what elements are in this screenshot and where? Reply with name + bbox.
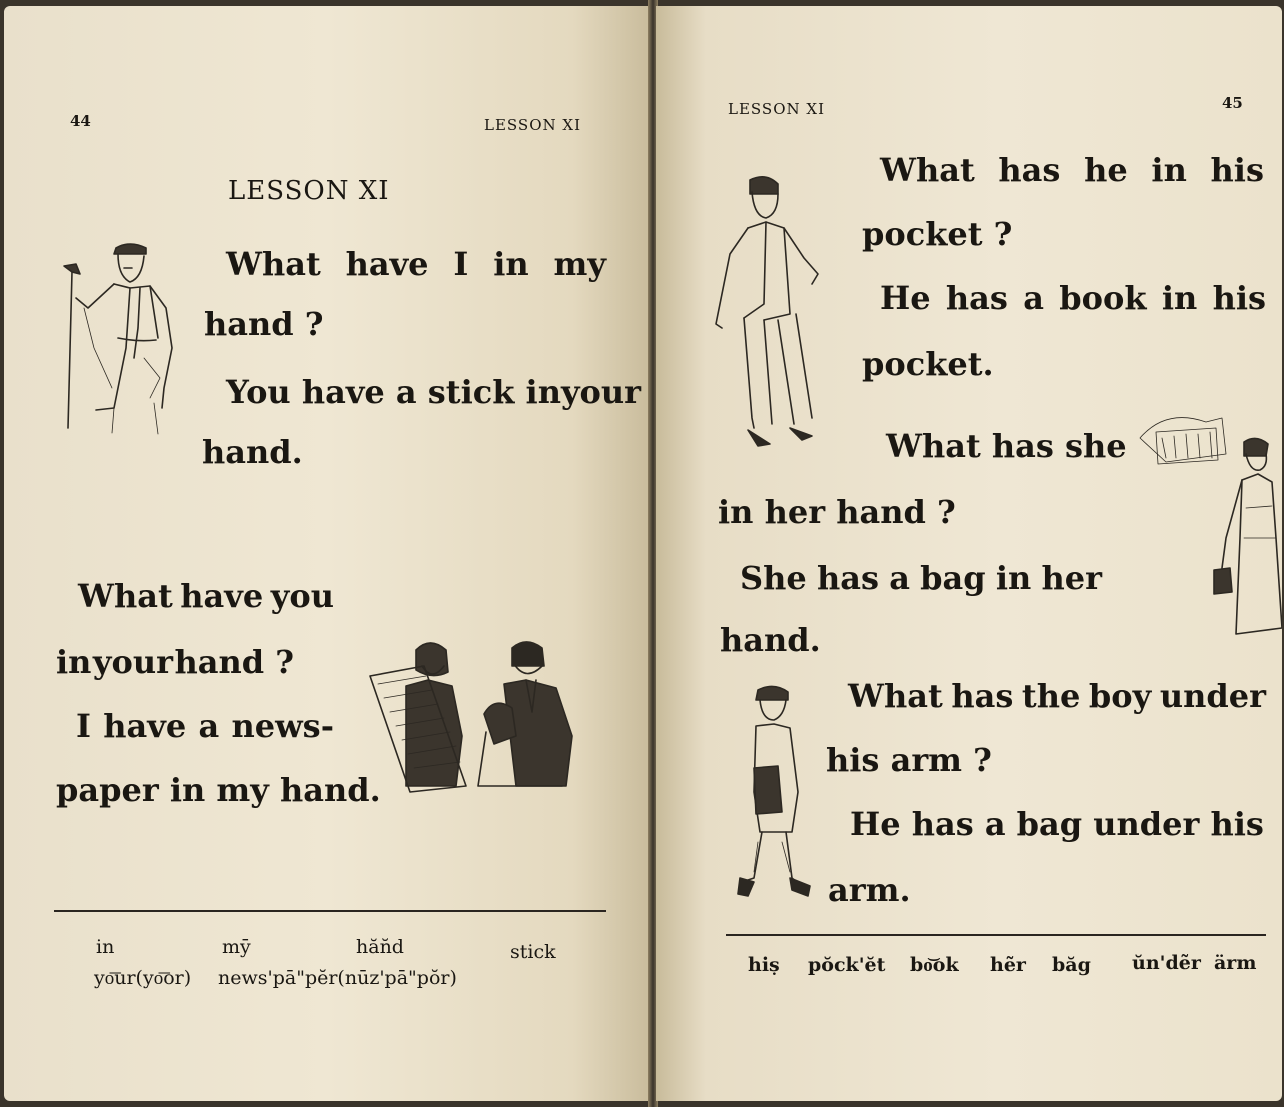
word: your (560, 373, 642, 411)
r-vocabulary-divider (726, 934, 1266, 936)
answer-1-line-1 (226, 373, 642, 411)
word: in (1151, 151, 1187, 189)
word: his (1212, 279, 1266, 317)
three-people-newspaper-illustration (366, 636, 602, 796)
word: hand ? (174, 643, 294, 681)
word: the (1021, 677, 1081, 715)
word: have (345, 245, 429, 283)
right-page (656, 6, 1282, 1101)
boy-with-bag-illustration (730, 682, 830, 912)
word: your (92, 643, 173, 681)
page-number-right: 45 (1222, 94, 1243, 112)
word: What (848, 677, 943, 715)
r-question-3-line-2: his arm ? (826, 741, 992, 779)
question-1-line-2: hand ? (204, 305, 324, 343)
word: has (998, 151, 1061, 189)
word: bag (1016, 805, 1083, 843)
vocab-hand: hăn̆d (356, 936, 404, 958)
r-question-1-line-2: pocket ? (862, 215, 1013, 253)
vocab-under: ŭn'dẽr (1132, 952, 1201, 974)
word: boy (1088, 677, 1152, 715)
vocab-her: hẽr (990, 954, 1026, 976)
word: He (880, 279, 931, 317)
question-2-line-1 (78, 577, 334, 615)
word: has (816, 559, 879, 597)
woman-with-bag-illustration (1126, 388, 1282, 648)
answer-2-line-1 (76, 707, 334, 745)
word: book (1059, 279, 1147, 317)
word: bag (920, 559, 986, 597)
question-1-line-1 (226, 245, 606, 283)
running-head-left: LESSON XI (484, 116, 581, 134)
left-page (4, 6, 650, 1101)
vocab-my: mȳ (222, 936, 251, 958)
word: you (270, 577, 334, 615)
word: in (1161, 279, 1198, 317)
vocab-newspaper: news'pā"pĕr(nūz'pā"pŏr) (218, 967, 457, 989)
vocab-his: hiṣ (748, 954, 780, 976)
word: his (1210, 151, 1264, 189)
lesson-title: LESSON XI (228, 176, 390, 206)
r-answer-1-line-2: pocket. (862, 345, 994, 383)
word: has (951, 677, 1014, 715)
r-answer-3-line-1 (850, 805, 1264, 843)
man-with-stick-illustration (54, 238, 184, 438)
page-number-left: 44 (70, 112, 91, 130)
word: I (76, 707, 91, 745)
r-question-2-line-2: in her hand ? (718, 493, 956, 531)
vocab-pocket: pŏck'ĕt (808, 954, 886, 976)
word: my (553, 245, 606, 283)
r-answer-2-line-2: hand. (720, 621, 821, 659)
word: I (453, 245, 469, 283)
vocabulary-divider (54, 910, 606, 912)
vocab-in: in (96, 936, 115, 958)
word: a (1023, 279, 1044, 317)
vocab-bag: băg (1052, 954, 1091, 976)
word: in (56, 643, 92, 681)
vocab-arm: ärm (1214, 952, 1257, 974)
word: his (1210, 805, 1264, 843)
r-answer-1-line-1 (880, 279, 1266, 317)
word: in (493, 245, 529, 283)
word: a (198, 707, 220, 745)
word: have (180, 577, 264, 615)
question-2-line-2 (56, 643, 294, 681)
word: her (1041, 559, 1102, 597)
r-question-3-line-1 (848, 677, 1266, 715)
vocab-your: yo͞ur(yo͞or) (94, 967, 192, 989)
word: in (995, 559, 1032, 597)
word: under (1159, 677, 1266, 715)
word: What (78, 577, 173, 615)
r-answer-3-line-2: arm. (828, 871, 911, 909)
word: She (740, 559, 807, 597)
word: a (984, 805, 1006, 843)
r-answer-2-line-1 (740, 559, 1102, 597)
vocab-stick: stick (510, 941, 556, 963)
r-question-2-line-1: What has she (886, 427, 1127, 465)
phrase: You have a stick in (226, 373, 561, 411)
word: has (911, 805, 974, 843)
word: he (1084, 151, 1128, 189)
word: has (945, 279, 1008, 317)
word: news- (231, 707, 334, 745)
word: have (103, 707, 187, 745)
running-head-right: LESSON XI (728, 100, 825, 118)
word: under (1093, 805, 1200, 843)
word: What (880, 151, 975, 189)
answer-1-line-2: hand. (202, 433, 303, 471)
word: What (226, 245, 321, 283)
man-walking-illustration (708, 174, 834, 460)
word: He (850, 805, 901, 843)
answer-2-line-2: paper in my hand. (56, 771, 381, 809)
word: a (889, 559, 910, 597)
vocab-book: bo͝ok (910, 954, 959, 976)
r-question-1-line-1 (880, 151, 1264, 189)
